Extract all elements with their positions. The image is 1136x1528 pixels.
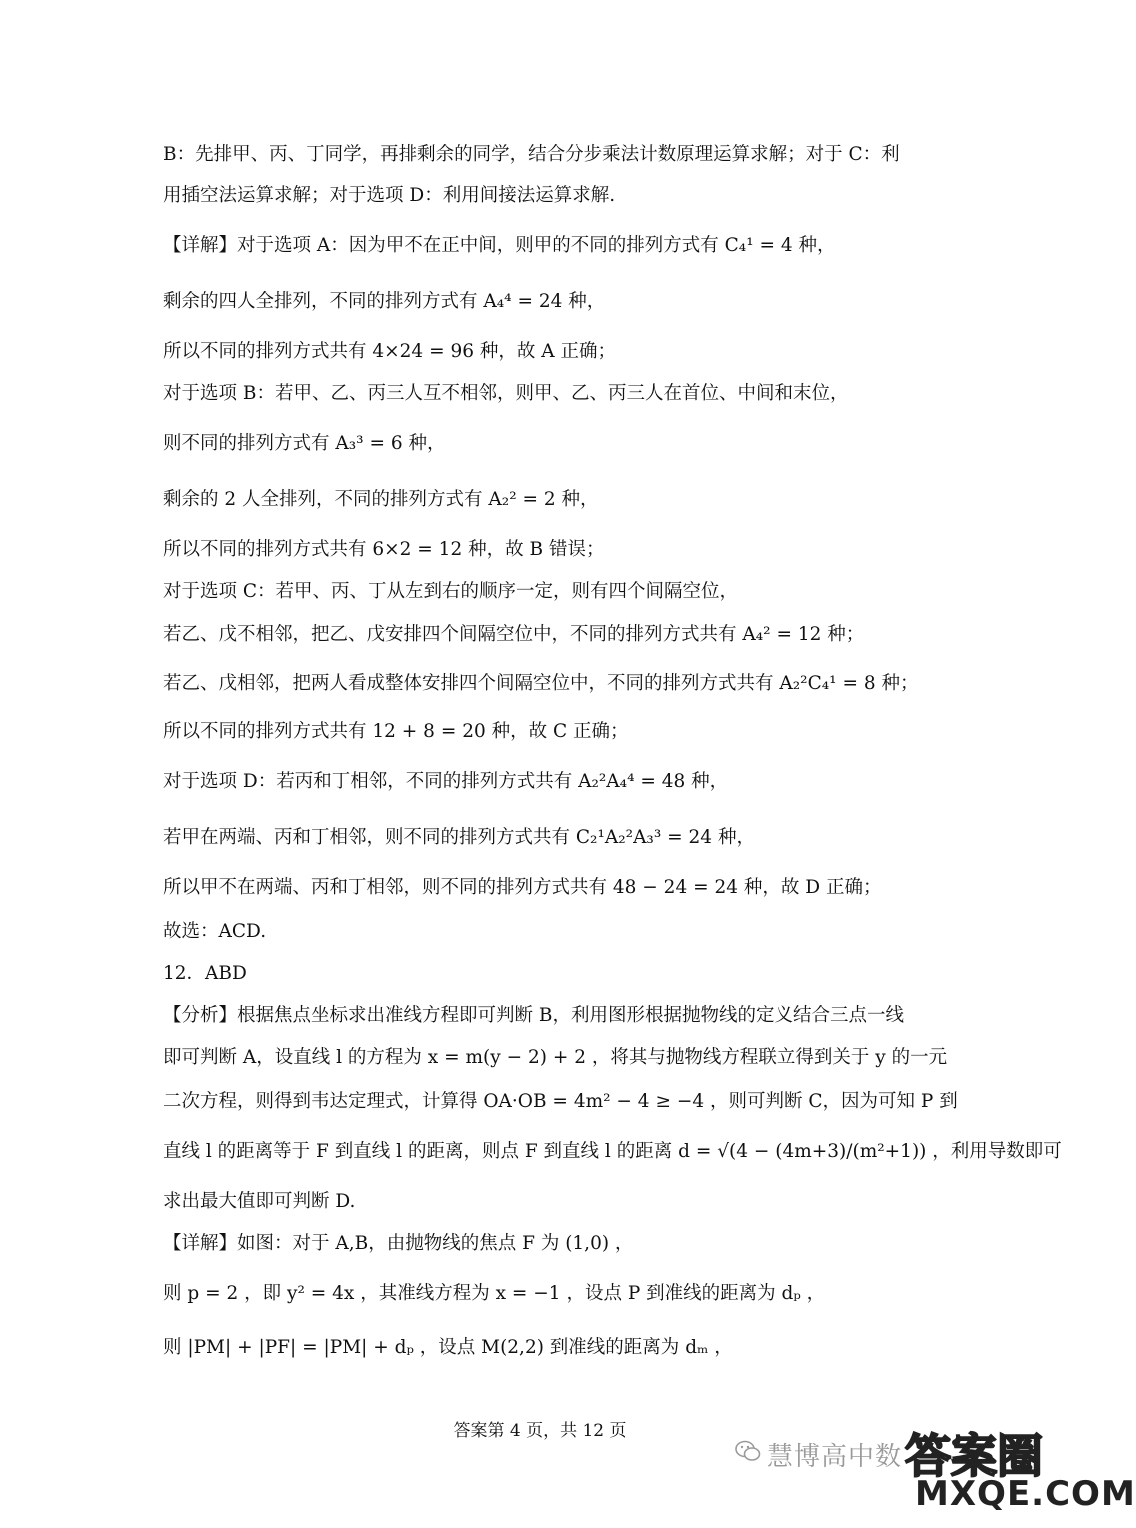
wechat-icon <box>735 1440 761 1462</box>
text-line: 剩余的四人全排列，不同的排列方式有 A₄⁴ = 24 种， <box>163 291 606 312</box>
text-line: 用插空法运算求解；对于选项 D：利用间接法运算求解. <box>163 185 616 206</box>
text-line: 所以不同的排列方式共有 4×24 = 96 种，故 A 正确； <box>163 341 616 362</box>
text-line: 若乙、戊相邻，把两人看成整体安排四个间隔空位中，不同的排列方式共有 A₂²C₄¹ = 8 种； <box>163 673 919 694</box>
text-line: 对于选项 B：若甲、乙、丙三人互不相邻，则甲、乙、丙三人在首位、中间和末位， <box>163 383 849 404</box>
text-line: 【详解】如图：对于 A,B，由抛物线的焦点 F 为 (1,0) ， <box>163 1233 634 1254</box>
text-line: 【详解】对于选项 A：因为甲不在正中间，则甲的不同的排列方式有 C₄¹ = 4 种， <box>163 235 836 256</box>
text-line: 剩余的 2 人全排列，不同的排列方式有 A₂² = 2 种， <box>163 489 599 510</box>
text-line: 二次方程，则得到韦达定理式，计算得 OA·OB = 4m² − 4 ≥ −4 ，则可判断 C，因为可知 P 到 <box>163 1091 958 1112</box>
text-line: 即可判断 A，设直线 l 的方程为 x = m(y − 2) + 2 ，将其与抛物线方程联立得到关于 y 的一元 <box>163 1047 948 1068</box>
text-line: 故选：ACD. <box>163 921 267 942</box>
text-line: 若甲在两端、丙和丁相邻，则不同的排列方式共有 C₂¹A₂²A₃³ = 24 种， <box>163 827 755 848</box>
text-line: 求出最大值即可判断 D. <box>163 1191 356 1212</box>
text-line: 对于选项 C：若甲、丙、丁从左到右的顺序一定，则有四个间隔空位， <box>163 581 739 602</box>
text-line: 则不同的排列方式有 A₃³ = 6 种， <box>163 433 446 454</box>
page-footer: 答案第 4 页，共 12 页 <box>453 1421 627 1441</box>
text-line: 直线 l 的距离等于 F 到直线 l 的距离，则点 F 到直线 l 的距离 d = √(4 − (4m+3)/(m²+1)) ，利用导数即可 <box>163 1141 1062 1162</box>
text-line: 所以甲不在两端、丙和丁相邻，则不同的排列方式共有 48 − 24 = 24 种，故 D 正确； <box>163 877 882 898</box>
text-line: 则 p = 2 ，即 y² = 4x ，其准线方程为 x = −1 ，设点 P 到准线的距离为 dₚ ， <box>163 1283 826 1304</box>
text-line: B：先排甲、丙、丁同学，再排剩余的同学，结合分步乘法计数原理运算求解；对于 C：利 <box>163 144 900 165</box>
question-number: 12．ABD <box>163 963 247 984</box>
text-line: 则 |PM| + |PF| = |PM| + dₚ ，设点 M(2,2) 到准线的距离为 dₘ ， <box>163 1337 733 1358</box>
text-line: 所以不同的排列方式共有 6×2 = 12 种，故 B 错误； <box>163 539 605 560</box>
text-line: 所以不同的排列方式共有 12 + 8 = 20 种，故 C 正确； <box>163 721 629 742</box>
text-line: 对于选项 D：若丙和丁相邻，不同的排列方式共有 A₂²A₄⁴ = 48 种， <box>163 771 729 792</box>
watermark-logo-url: MXQE.COM <box>915 1474 1136 1514</box>
text-line: 【分析】根据焦点坐标求出准线方程即可判断 B，利用图形根据抛物线的定义结合三点一线 <box>163 1005 904 1026</box>
watermark <box>735 1418 1136 1522</box>
text-line: 若乙、戊不相邻，把乙、戊安排四个间隔空位中，不同的排列方式共有 A₄² = 12 种； <box>163 624 865 645</box>
watermark-logo: 答案圈 <box>905 1429 1043 1483</box>
watermark-account: 慧博高中数 <box>767 1442 903 1472</box>
